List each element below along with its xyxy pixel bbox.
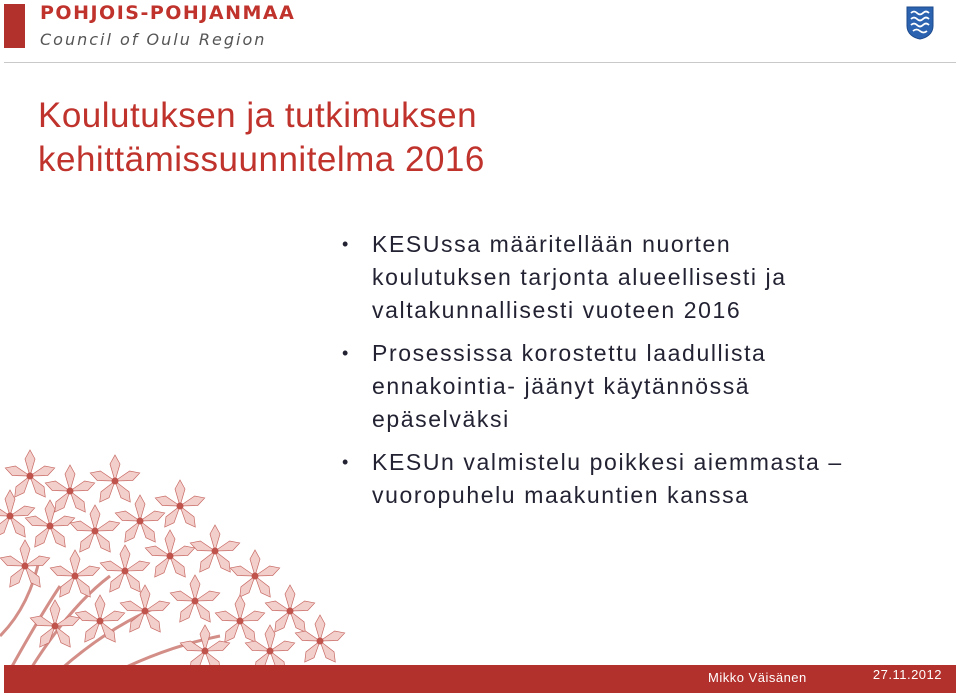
bullet-dot-icon: •: [342, 452, 350, 472]
header-divider: [4, 62, 956, 63]
slide-title-line-2: kehittämissuunnitelma 2016: [38, 140, 485, 179]
bullet-line: KESUn valmistelu poikkesi aiemmasta –: [372, 449, 843, 475]
bullet-line: valtakunnallisesti vuoteen 2016: [372, 297, 742, 323]
coat-of-arms-icon: [906, 6, 934, 40]
bullet-line: koulutuksen tarjonta alueellisesti ja: [372, 264, 787, 290]
footer-author: Mikko Väisänen: [708, 670, 807, 685]
bullet-line: epäselväksi: [372, 406, 510, 432]
bullet-item: [340, 228, 930, 327]
bullet-line: KESUssa määritellään nuorten: [372, 231, 732, 257]
flower-decoration-image: [0, 436, 360, 670]
bullet-line: Prosessissa korostettu laadullista: [372, 340, 767, 366]
bullet-dot-icon: •: [342, 234, 350, 254]
bullet-item: [340, 446, 930, 512]
org-name: POHJOIS-POHJANMAA: [40, 2, 296, 24]
header-accent-bar: [4, 4, 25, 48]
org-subtitle: Council of Oulu Region: [40, 30, 267, 49]
footer-date: 27.11.2012: [872, 667, 942, 682]
bullet-item: [340, 337, 930, 436]
footer-bar: [4, 665, 956, 693]
slide-title-line-1: Koulutuksen ja tutkimuksen: [38, 96, 478, 135]
bullet-line: vuoropuhelu maakuntien kanssa: [372, 482, 750, 508]
bullet-dot-icon: •: [342, 343, 350, 363]
slide-title: [38, 94, 485, 182]
bullet-list: [340, 228, 930, 522]
bullet-line: ennakointia- jäänyt käytännössä: [372, 373, 751, 399]
